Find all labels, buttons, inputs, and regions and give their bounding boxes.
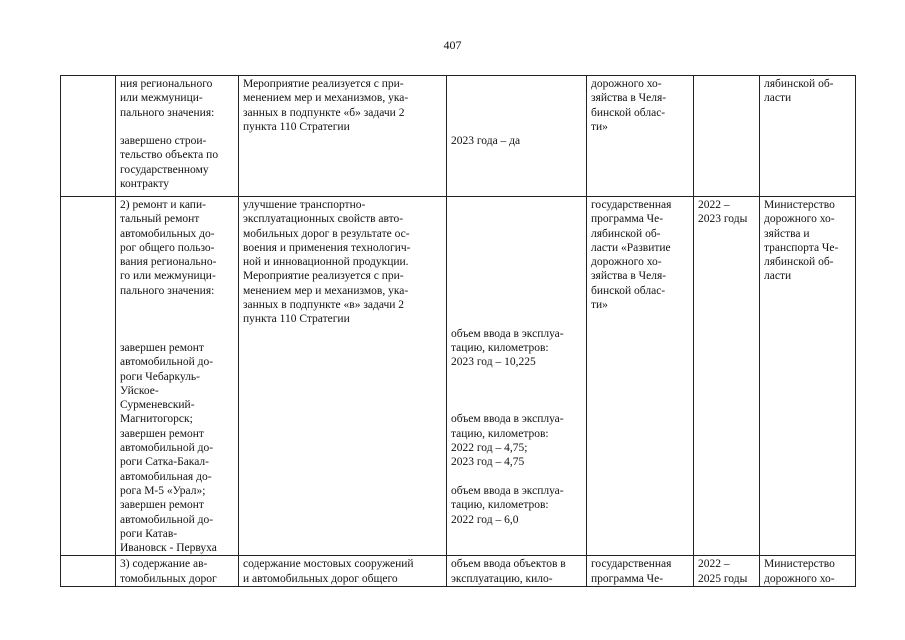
page-number: 407 bbox=[443, 38, 462, 52]
table-cell: улучшение транспортно- эксплуатационных свойств авто- мобильных дорог в результате ос- воения и применения технологич- ной и инновационной продукции. Мероприятие реализуется с при- менением мер и механизмов, ука- занных в подпункте «в» задачи 2 пункта 110 Стратегии bbox=[239, 197, 447, 556]
table-cell: государственная программа Че- bbox=[587, 556, 694, 587]
table-cell: Министерство дорожного хо- зяйства и транспорта Че- лябинской об- ласти bbox=[760, 197, 856, 556]
table-cell: дорожного хо- зяйства в Челя- бинской облас- ти» bbox=[587, 76, 694, 197]
table-row bbox=[61, 556, 856, 587]
table-cell: объем ввода объектов в эксплуатацию, кило- bbox=[447, 556, 587, 587]
table-cell: Министерство дорожного хо- bbox=[760, 556, 856, 587]
table-cell: Мероприятие реализуется с при- менением мер и механизмов, ука- занных в подпункте «б» задачи 2 пункта 110 Стратегии bbox=[239, 76, 447, 197]
table-row bbox=[61, 76, 856, 197]
table-cell: объем ввода в эксплуа- тацию, километров: 2023 год – 10,225 объем ввода в эксплуа- тацию, километров: 2022 год – 4,75; 2023 год – 4,75 объем ввода в эксплуа- тацию, километров: 2022 год – 6,0 bbox=[447, 197, 587, 556]
table-cell bbox=[61, 197, 116, 556]
table-cell bbox=[61, 556, 116, 587]
table-cell bbox=[61, 76, 116, 197]
table-cell: 3) содержание ав- томобильных дорог bbox=[116, 556, 239, 587]
table-cell: лябинской об- ласти bbox=[760, 76, 856, 197]
table-cell: ния регионального или межмуници- пального значения: завершено строи- тельство объекта по государственному контракту bbox=[116, 76, 239, 197]
table-cell: государственная программа Че- лябинской об- ласти «Развитие дорожного хо- зяйства в Челя- бинской облас- ти» bbox=[587, 197, 694, 556]
table-cell: 2022 – 2025 годы bbox=[694, 556, 760, 587]
table-row bbox=[61, 197, 856, 556]
table-cell: 2022 – 2023 годы bbox=[694, 197, 760, 556]
table-cell: 2023 года – да bbox=[447, 76, 587, 197]
table-cell bbox=[694, 76, 760, 197]
table-cell: 2) ремонт и капи- тальный ремонт автомобильных до- рог общего пользо- вания регионально- го или межмуници- пального значения: завершен ремонт автомобильной до- роги Чебаркуль- Уйское- Сурменевский- Магнитогорск; завершен ремонт автомобильной до- роги Сатка-Бакал- автомобильная до- рога М-5 «Урал»; завершен ремонт автомобильной до- роги Катав- Ивановск - Первуха bbox=[116, 197, 239, 556]
measures-table bbox=[60, 75, 856, 587]
table-cell: содержание мостовых сооружений и автомобильных дорог общего bbox=[239, 556, 447, 587]
